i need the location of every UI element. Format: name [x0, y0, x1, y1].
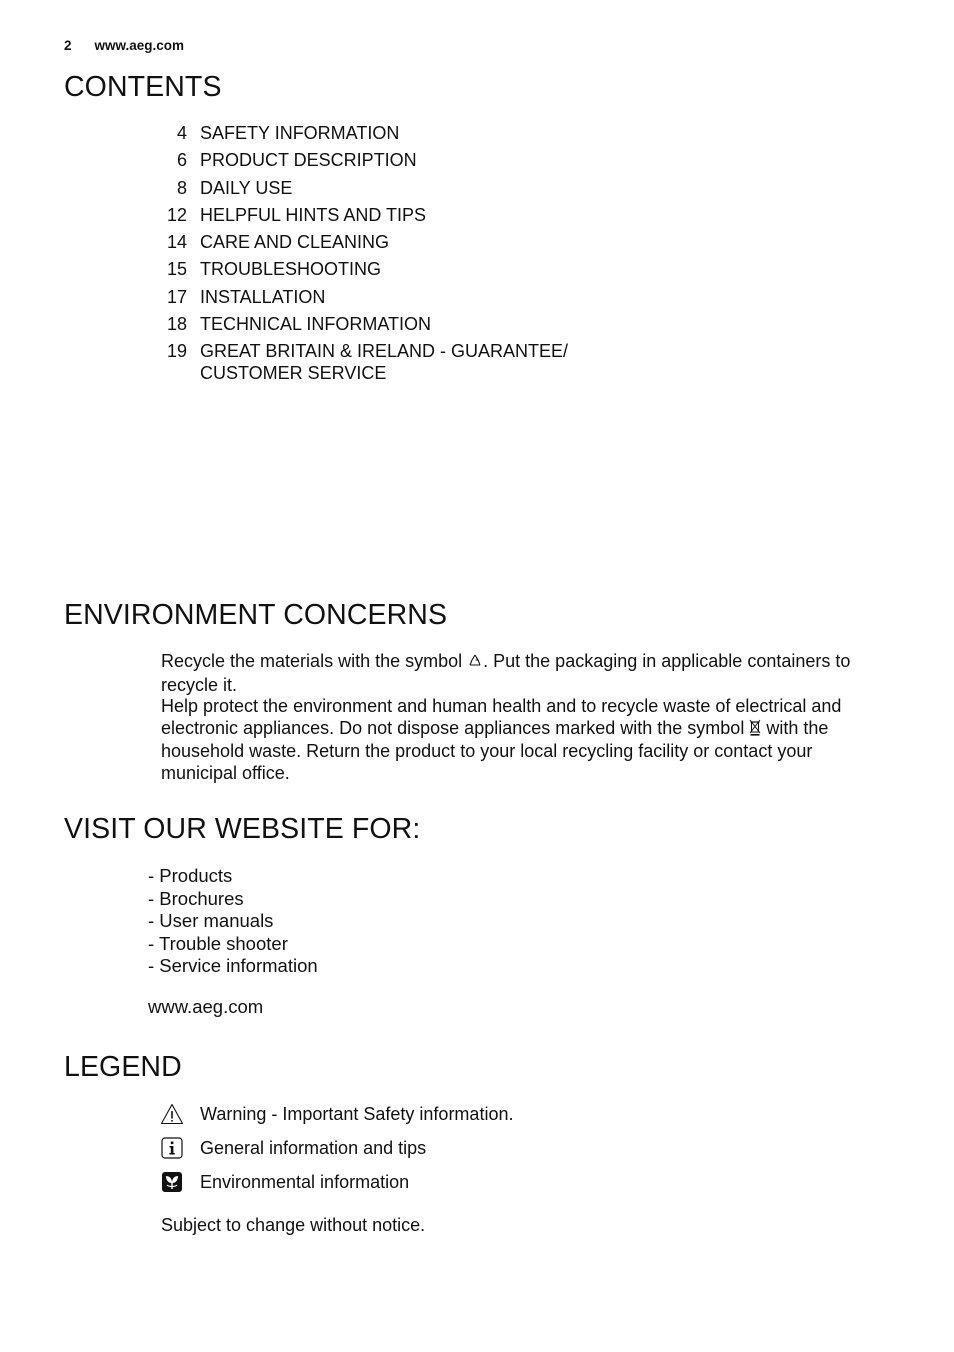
- list-item: - User manuals: [148, 910, 274, 932]
- environment-paragraph-1: [161, 651, 891, 696]
- toc-item-installation[interactable]: [150, 286, 670, 308]
- website-list: [148, 865, 318, 978]
- legend-label: Warning - Important Safety information.: [200, 1103, 514, 1124]
- legend-list: [160, 1103, 513, 1205]
- toc-item-care-cleaning[interactable]: [150, 231, 670, 253]
- toc-page-number: 8: [176, 177, 187, 198]
- toc-item-technical-information[interactable]: [150, 313, 670, 335]
- table-of-contents: [150, 122, 670, 390]
- toc-label: INSTALLATION: [200, 286, 326, 307]
- legend-item-info: [160, 1137, 513, 1159]
- legend-item-environment: [160, 1171, 513, 1193]
- environment-text-part: Recycle the materials with the symbol: [161, 651, 463, 671]
- toc-item-safety[interactable]: [150, 122, 670, 144]
- toc-label: PRODUCT DESCRIPTION: [200, 150, 417, 171]
- toc-label: CARE AND CLEANING: [200, 232, 390, 253]
- toc-label: [200, 340, 568, 384]
- toc-item-troubleshooting[interactable]: [150, 258, 670, 280]
- toc-item-product-description[interactable]: [150, 149, 670, 171]
- toc-item-daily-use[interactable]: [150, 177, 670, 199]
- toc-page-number: 17: [166, 286, 187, 307]
- environment-title: ENVIRONMENT CONCERNS: [64, 599, 448, 631]
- toc-page-number: 19: [166, 341, 187, 362]
- environment-icon: [160, 1170, 184, 1194]
- legend-label: Environmental information: [200, 1171, 410, 1192]
- toc-page-number: 4: [176, 123, 187, 143]
- environment-text-part: . Put the packaging in applicable containers to recycle it.: [161, 651, 851, 695]
- toc-label: HELPFUL HINTS AND TIPS: [200, 204, 427, 225]
- toc-label: TROUBLESHOOTING: [200, 259, 382, 280]
- change-notice: Subject to change without notice.: [161, 1215, 426, 1235]
- website-title: VISIT OUR WEBSITE FOR:: [64, 813, 421, 845]
- legend-title: LEGEND: [64, 1051, 182, 1083]
- crossed-bin-icon: [749, 719, 761, 742]
- environment-text-part: with the household waste. Return the product to your local recycling facility or contact your municipal office.: [161, 717, 829, 783]
- toc-item-guarantee[interactable]: [150, 340, 670, 384]
- toc-label: TECHNICAL INFORMATION: [200, 314, 432, 335]
- toc-page-number: 6: [176, 150, 187, 171]
- info-icon: [160, 1136, 184, 1160]
- page-number: 2: [64, 38, 72, 53]
- recycle-icon: [467, 653, 483, 675]
- toc-page-number: 18: [166, 314, 187, 335]
- environment-text-part: Help protect the environment and human health and to recycle waste of electrical and electronic appliances. Do not dispose appliances marked with the symbol: [161, 696, 842, 738]
- list-item: - Products: [148, 865, 233, 886]
- website-url[interactable]: www.aeg.com: [148, 996, 264, 1017]
- toc-label-line1: GREAT BRITAIN & IRELAND - GUARANTEE/: [200, 341, 569, 362]
- legend-item-warning: [160, 1103, 513, 1125]
- toc-page-number: 12: [166, 204, 187, 225]
- list-item: - Brochures: [148, 887, 244, 909]
- toc-label: DAILY USE: [200, 177, 293, 198]
- environment-text: [161, 651, 891, 784]
- page-header: [64, 38, 184, 53]
- toc-page-number: 15: [166, 259, 187, 280]
- list-item: - Trouble shooter: [148, 932, 288, 954]
- toc-page-number: 14: [166, 232, 187, 253]
- environment-paragraph-2: [161, 696, 891, 784]
- contents-title: CONTENTS: [64, 71, 222, 103]
- toc-label: SAFETY INFORMATION: [200, 123, 400, 143]
- list-item: - Service information: [148, 955, 318, 977]
- warning-icon: [160, 1102, 184, 1126]
- legend-label: General information and tips: [200, 1137, 427, 1158]
- header-url[interactable]: www.aeg.com: [94, 38, 185, 53]
- toc-label-line2: CUSTOMER SERVICE: [200, 363, 387, 384]
- toc-item-hints-tips[interactable]: [150, 204, 670, 226]
